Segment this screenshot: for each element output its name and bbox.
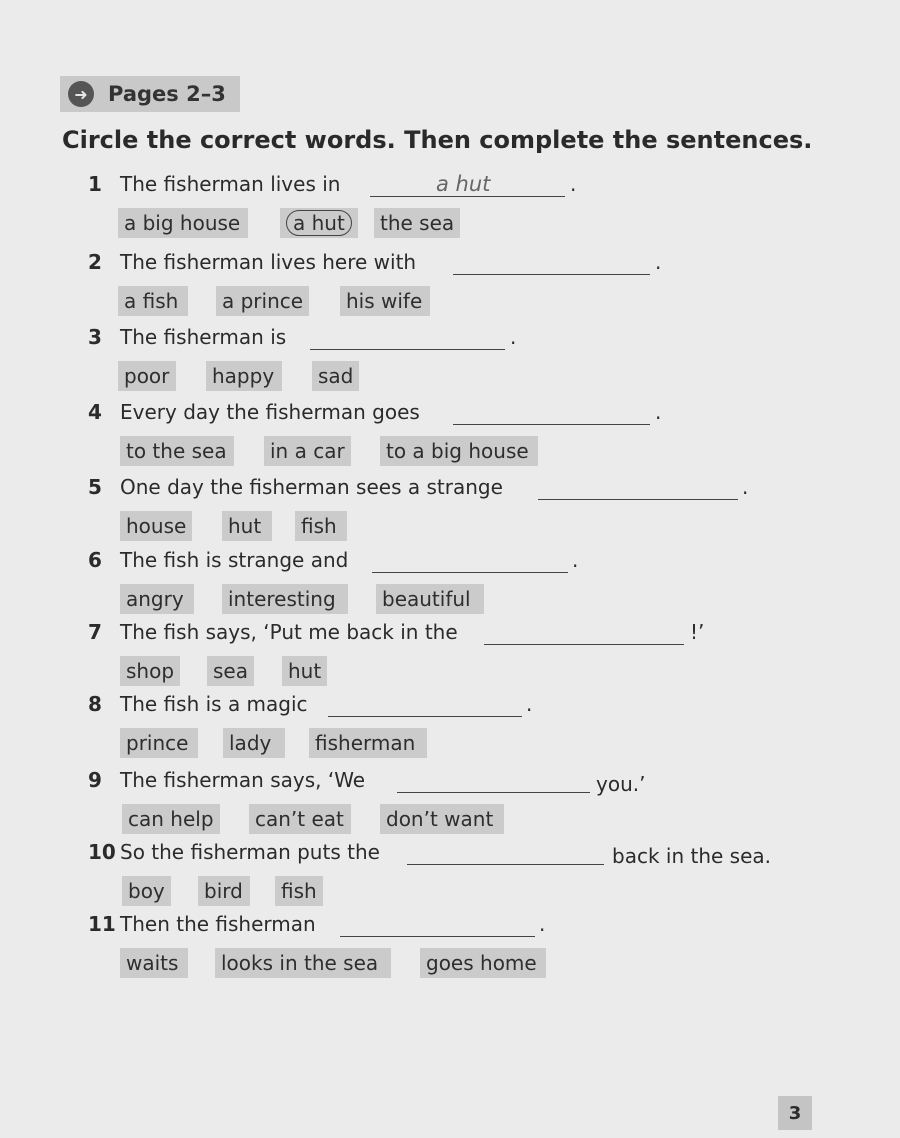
sentence-ending: . — [539, 912, 546, 936]
question-sentence — [88, 325, 828, 357]
option-word[interactable]: boy — [122, 876, 171, 906]
option-word[interactable]: shop — [120, 656, 180, 686]
question-4 — [88, 400, 828, 470]
sentence-ending: !’ — [690, 620, 705, 644]
question-6 — [88, 548, 828, 618]
option-word[interactable]: sad — [312, 361, 359, 391]
question-sentence — [88, 840, 828, 872]
sentence-ending: . — [655, 400, 662, 424]
option-group — [88, 436, 828, 470]
question-stem: The fish is strange and — [120, 548, 349, 572]
question-number: 11 — [88, 912, 116, 936]
option-word-label: a hut — [286, 210, 352, 236]
option-word[interactable]: waits — [120, 948, 188, 978]
option-group — [88, 511, 828, 545]
option-word[interactable]: goes home — [420, 948, 546, 978]
question-stem: The fisherman says, ‘We — [120, 768, 366, 792]
question-number: 10 — [88, 840, 116, 864]
question-2 — [88, 250, 828, 320]
question-stem: The fish is a magic — [120, 692, 308, 716]
answer-blank[interactable] — [407, 864, 604, 865]
option-word[interactable]: his wife — [340, 286, 430, 316]
option-group — [88, 728, 828, 762]
filled-answer: a hut — [436, 172, 491, 196]
question-sentence — [88, 250, 828, 282]
option-word[interactable]: angry — [120, 584, 194, 614]
answer-blank[interactable] — [310, 349, 505, 350]
sentence-ending: . — [570, 172, 577, 196]
sentence-ending: . — [526, 692, 533, 716]
option-word[interactable]: the sea — [374, 208, 460, 238]
option-word[interactable]: beautiful — [376, 584, 484, 614]
question-sentence — [88, 768, 828, 800]
page-reference-tag — [60, 76, 240, 112]
sentence-ending: back in the sea. — [612, 844, 771, 868]
question-stem: Then the fisherman — [120, 912, 316, 936]
page-reference-label: Pages 2–3 — [108, 82, 226, 106]
question-number: 1 — [88, 172, 102, 196]
answer-blank[interactable] — [484, 644, 684, 645]
option-group — [88, 876, 828, 910]
option-word[interactable]: fish — [275, 876, 323, 906]
option-word[interactable]: interesting — [222, 584, 348, 614]
option-word-circled[interactable] — [280, 208, 358, 238]
question-sentence — [88, 548, 828, 580]
option-word[interactable]: looks in the sea — [215, 948, 391, 978]
question-number: 6 — [88, 548, 102, 572]
question-7 — [88, 620, 828, 690]
arrow-right-icon: ➜ — [68, 81, 94, 107]
sentence-ending: . — [572, 548, 579, 572]
answer-blank[interactable] — [453, 424, 650, 425]
option-word[interactable]: prince — [120, 728, 198, 758]
question-3 — [88, 325, 828, 395]
option-group — [88, 656, 828, 690]
option-group — [88, 208, 828, 242]
question-sentence — [88, 400, 828, 432]
question-number: 3 — [88, 325, 102, 349]
question-sentence — [88, 172, 828, 204]
option-word[interactable]: a big house — [118, 208, 248, 238]
option-group — [88, 584, 828, 618]
option-word[interactable]: in a car — [264, 436, 351, 466]
answer-blank[interactable] — [370, 196, 565, 197]
option-word[interactable]: house — [120, 511, 192, 541]
page-number: 3 — [778, 1096, 812, 1130]
option-word[interactable]: don’t want — [380, 804, 504, 834]
question-stem: Every day the fisherman goes — [120, 400, 420, 424]
question-sentence — [88, 475, 828, 507]
sentence-ending: . — [655, 250, 662, 274]
exercise-instructions: Circle the correct words. Then complete the sentences. — [62, 126, 813, 154]
question-number: 5 — [88, 475, 102, 499]
option-word[interactable]: hut — [222, 511, 272, 541]
answer-blank[interactable] — [328, 716, 522, 717]
option-word[interactable]: to the sea — [120, 436, 234, 466]
question-10 — [88, 840, 828, 910]
option-word[interactable]: a prince — [216, 286, 309, 316]
option-word[interactable]: fish — [295, 511, 347, 541]
question-sentence — [88, 620, 828, 652]
sentence-ending: . — [510, 325, 517, 349]
option-word[interactable]: to a big house — [380, 436, 538, 466]
question-number: 8 — [88, 692, 102, 716]
answer-blank[interactable] — [372, 572, 568, 573]
option-group — [88, 361, 828, 395]
question-number: 2 — [88, 250, 102, 274]
option-word[interactable]: hut — [282, 656, 327, 686]
option-word[interactable]: happy — [206, 361, 282, 391]
option-word[interactable]: can help — [122, 804, 220, 834]
question-number: 9 — [88, 768, 102, 792]
question-8 — [88, 692, 828, 762]
option-word[interactable]: lady — [223, 728, 285, 758]
question-number: 7 — [88, 620, 102, 644]
option-group — [88, 948, 828, 982]
question-5 — [88, 475, 828, 545]
option-word[interactable]: fisherman — [309, 728, 427, 758]
question-stem: The fisherman is — [120, 325, 287, 349]
question-number: 4 — [88, 400, 102, 424]
sentence-ending: . — [742, 475, 749, 499]
answer-blank[interactable] — [340, 936, 535, 937]
answer-blank[interactable] — [397, 792, 590, 793]
option-group — [88, 286, 828, 320]
question-11 — [88, 912, 828, 982]
question-1 — [88, 172, 828, 242]
option-word[interactable]: bird — [198, 876, 250, 906]
answer-blank[interactable] — [453, 274, 650, 275]
question-stem: The fisherman lives in — [120, 172, 341, 196]
option-word[interactable]: can’t eat — [249, 804, 351, 834]
answer-blank[interactable] — [538, 499, 738, 500]
question-sentence — [88, 692, 828, 724]
question-stem: One day the fisherman sees a strange — [120, 475, 503, 499]
question-stem: So the fisherman puts the — [120, 840, 380, 864]
question-9 — [88, 768, 828, 838]
sentence-ending: you.’ — [596, 772, 646, 796]
option-group — [88, 804, 828, 838]
option-word[interactable]: a fish — [118, 286, 188, 316]
question-sentence — [88, 912, 828, 944]
option-word[interactable]: sea — [207, 656, 254, 686]
question-stem: The fisherman lives here with — [120, 250, 417, 274]
option-word[interactable]: poor — [118, 361, 176, 391]
question-stem: The fish says, ‘Put me back in the — [120, 620, 458, 644]
